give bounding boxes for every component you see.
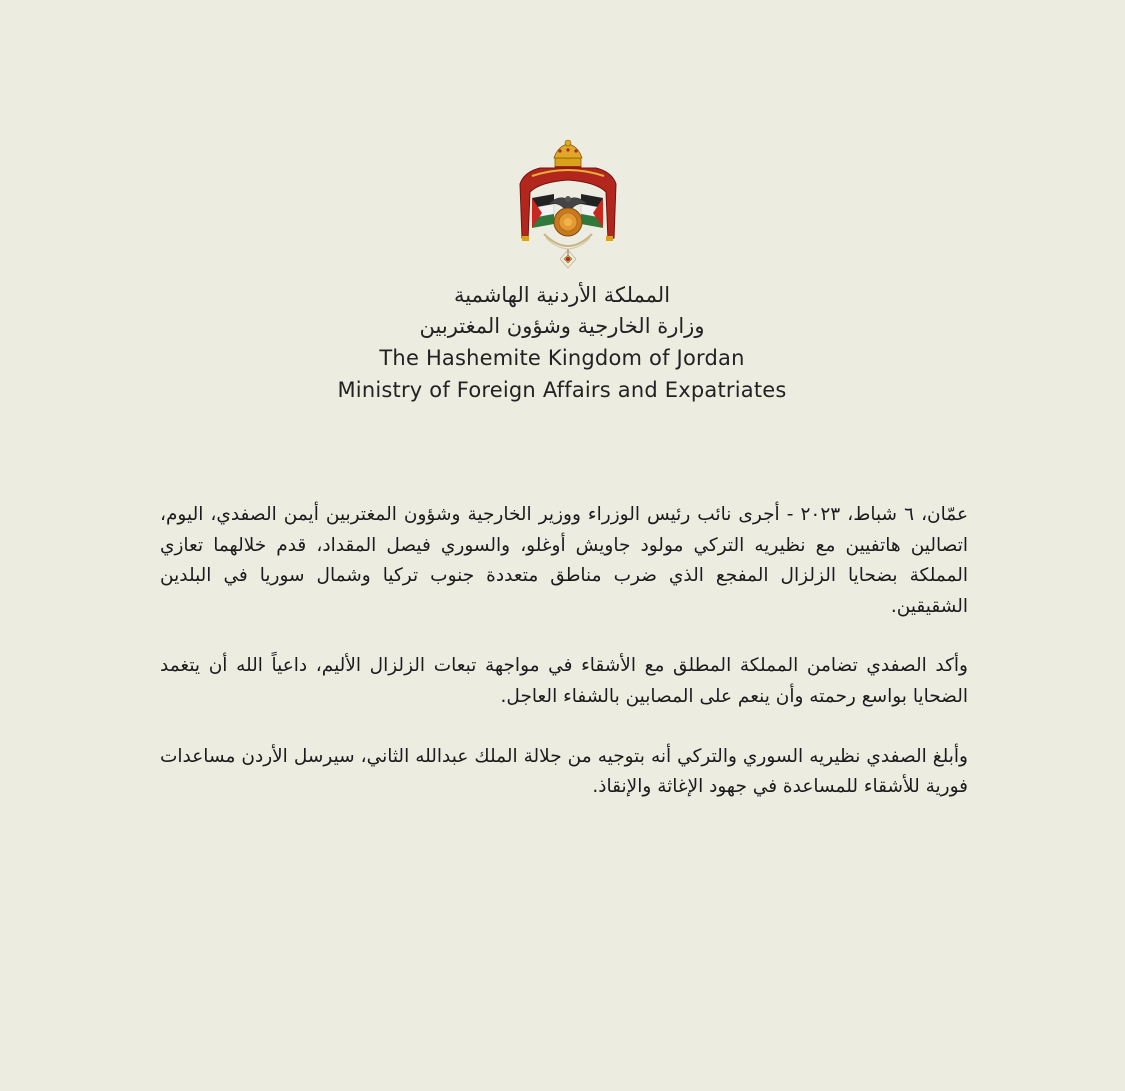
statement-paragraph: وأبلغ الصفدي نظيريه السوري والتركي أنه بتوجيه من جلالة الملك عبدالله الثاني، سيرسل الأردن مساعدات فورية للأشقاء للمساعدة في جهود الإغاثة والإنقاذ.: [160, 745, 968, 798]
english-ministry-title: Ministry of Foreign Affairs and Expatriates: [337, 378, 787, 402]
arabic-ministry-title: وزارة الخارجية وشؤون المغتربين: [419, 314, 705, 338]
arabic-kingdom-title: المملكة الأردنية الهاشمية: [453, 283, 671, 307]
press-statement: [160, 500, 968, 832]
statement-paragraph: عمّان، ٦ شباط، ٢٠٢٣ - أجرى نائب رئيس الوزراء ووزير الخارجية وشؤون المغتربين أيمن الصفدي، اليوم، اتصالين هاتفيين مع نظيريه التركي مولود جاويش أوغلو، والسوري فيصل المقداد، قدم خلالهما تعازي المملكة بضحايا الزلزال المفجع الذي ضرب مناطق متعددة جنوب تركيا وشمال سوريا في البلدين الشقيقين.: [160, 504, 969, 617]
jordan-coat-of-arms-icon: [510, 138, 625, 274]
english-kingdom-title: The Hashemite Kingdom of Jordan: [379, 346, 745, 370]
statement-paragraph: وأكد الصفدي تضامن المملكة المطلق مع الأشقاء في مواجهة تبعات الزلزال الأليم، داعياً الله أن يتغمد الضحايا بواسع رحمته وأن ينعم على المصابين بالشفاء العاجل.: [160, 655, 968, 707]
letterhead: [262, 280, 862, 406]
